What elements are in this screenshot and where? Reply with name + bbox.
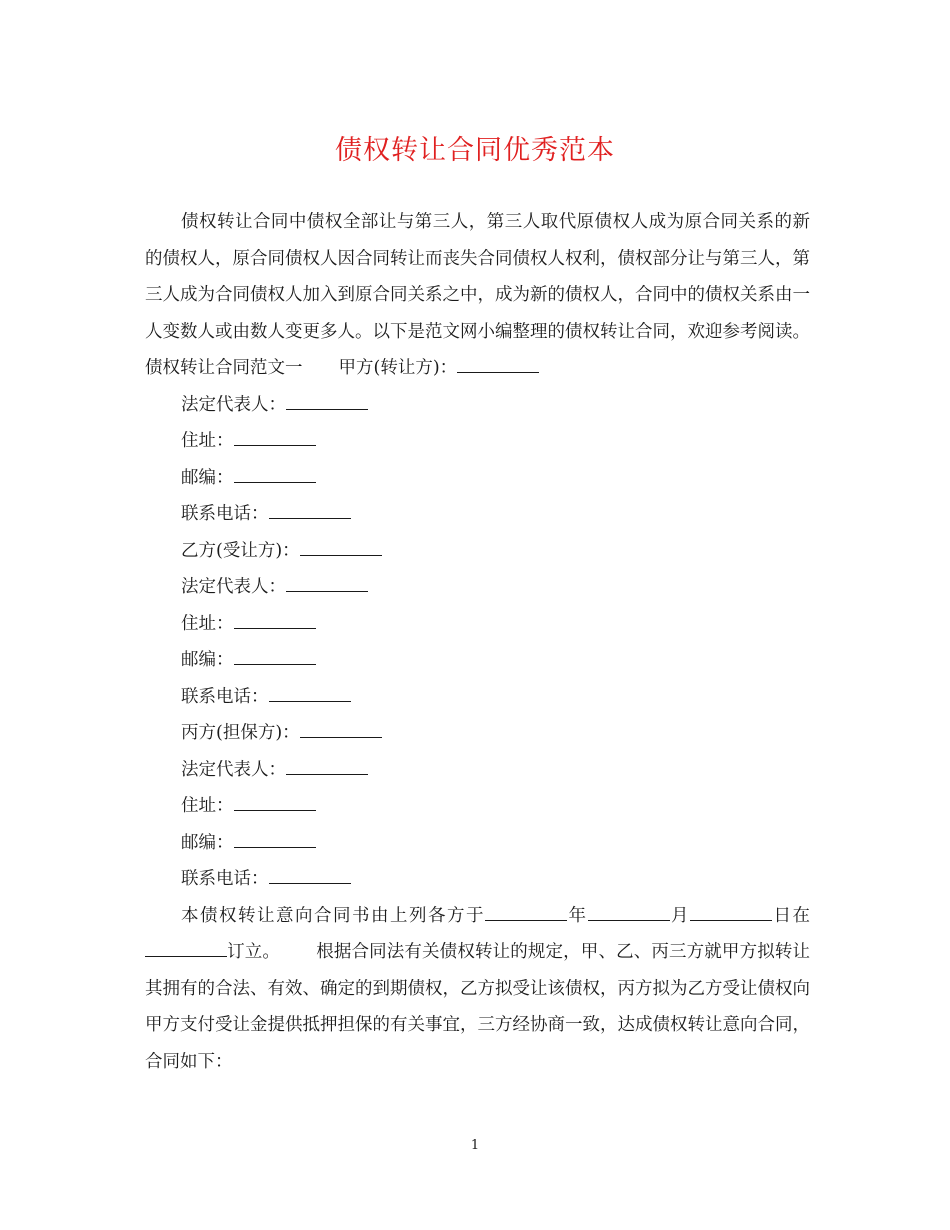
party-a-representative-line bbox=[145, 387, 810, 424]
party-b-representative-line bbox=[145, 569, 810, 606]
party-a-address-line bbox=[145, 423, 810, 460]
month-blank bbox=[588, 919, 670, 921]
party-b-representative-label: 法定代表人： bbox=[181, 577, 286, 597]
party-a-phone-blank bbox=[269, 517, 351, 519]
party-b-representative-blank bbox=[286, 590, 368, 592]
party-b-address-line bbox=[145, 606, 810, 643]
party-b-phone-label: 联系电话： bbox=[181, 686, 269, 707]
party-b-label: 乙方(受让方)： bbox=[181, 540, 300, 561]
signed-label: 订立。 bbox=[227, 942, 281, 962]
party-b-line bbox=[145, 533, 810, 570]
party-a-address-label: 住址： bbox=[181, 431, 234, 451]
sample-heading: 债权转让合同范文一 bbox=[145, 358, 303, 378]
party-a-label: 甲方(转让方)： bbox=[338, 358, 458, 378]
party-a-representative-label: 法定代表人： bbox=[181, 394, 286, 415]
party-b-postcode-blank bbox=[234, 663, 316, 665]
sample-heading-line bbox=[145, 350, 810, 387]
day-blank bbox=[690, 919, 772, 921]
party-a-representative-blank bbox=[286, 408, 368, 410]
party-b-name-blank bbox=[300, 554, 382, 556]
party-c-representative-line bbox=[145, 752, 810, 789]
party-a-name-blank bbox=[457, 371, 539, 373]
party-c-representative-blank bbox=[286, 773, 368, 775]
party-c-label: 丙方(担保方)： bbox=[181, 723, 300, 743]
party-a-postcode-line bbox=[145, 460, 810, 497]
party-c-address-line bbox=[145, 788, 810, 825]
year-label: 年 bbox=[567, 905, 588, 926]
day-label: 日在 bbox=[772, 905, 810, 926]
party-a-phone-line bbox=[145, 496, 810, 533]
month-label: 月 bbox=[669, 905, 690, 926]
document-title: 债权转让合同优秀范本 bbox=[335, 135, 615, 166]
party-b-address-label: 住址： bbox=[181, 613, 234, 634]
party-c-postcode-label: 邮编： bbox=[181, 832, 234, 853]
place-blank bbox=[145, 955, 227, 957]
party-b-postcode-label: 邮编： bbox=[181, 650, 234, 670]
party-b-phone-line bbox=[145, 679, 810, 716]
closing-paragraph bbox=[145, 898, 810, 1081]
party-c-representative-label: 法定代表人： bbox=[181, 759, 286, 780]
year-blank bbox=[485, 919, 567, 921]
page-number: 1 bbox=[470, 1138, 480, 1153]
party-c-name-blank bbox=[300, 736, 382, 738]
party-b-address-blank bbox=[234, 627, 316, 629]
closing-basis: 根据合同法有关债权转让的规定，甲、乙、丙三方就甲方拟转让其拥有的合法、有效、确定的到期债权，乙方拟受让该债权，丙方拟为乙方受让债权向甲方支付受让金提供抵押担保的有关事宜，三方经协商一致，达成债权转让意向合同，合同如下： bbox=[145, 942, 810, 1072]
party-c-postcode-blank bbox=[234, 846, 316, 848]
party-c-postcode-line bbox=[145, 825, 810, 862]
party-b-phone-blank bbox=[269, 700, 351, 702]
party-a-postcode-label: 邮编： bbox=[181, 467, 234, 488]
party-a-phone-label: 联系电话： bbox=[181, 504, 269, 524]
party-c-address-label: 住址： bbox=[181, 796, 234, 816]
closing-start: 本债权转让意向合同书由上列各方于 bbox=[181, 905, 485, 926]
document-body bbox=[145, 204, 810, 1080]
party-a-postcode-blank bbox=[234, 481, 316, 483]
party-c-phone-line bbox=[145, 861, 810, 898]
intro-paragraph: 债权转让合同中债权全部让与第三人，第三人取代原债权人成为原合同关系的新的债权人，原合同债权人因合同转让而丧失合同债权人权利，债权部分让与第三人，第三人成为合同债权人加入到原合同关系之中，成为新的债权人，合同中的债权关系由一人变数人或由数人变更多人。以下是范文网小编整理的债权转让合同，欢迎参考阅读。 bbox=[145, 212, 810, 342]
party-c-phone-blank bbox=[269, 882, 351, 884]
party-c-address-blank bbox=[234, 809, 316, 811]
party-b-postcode-line bbox=[145, 642, 810, 679]
party-a-address-blank bbox=[234, 444, 316, 446]
party-c-line bbox=[145, 715, 810, 752]
party-c-phone-label: 联系电话： bbox=[181, 869, 269, 889]
